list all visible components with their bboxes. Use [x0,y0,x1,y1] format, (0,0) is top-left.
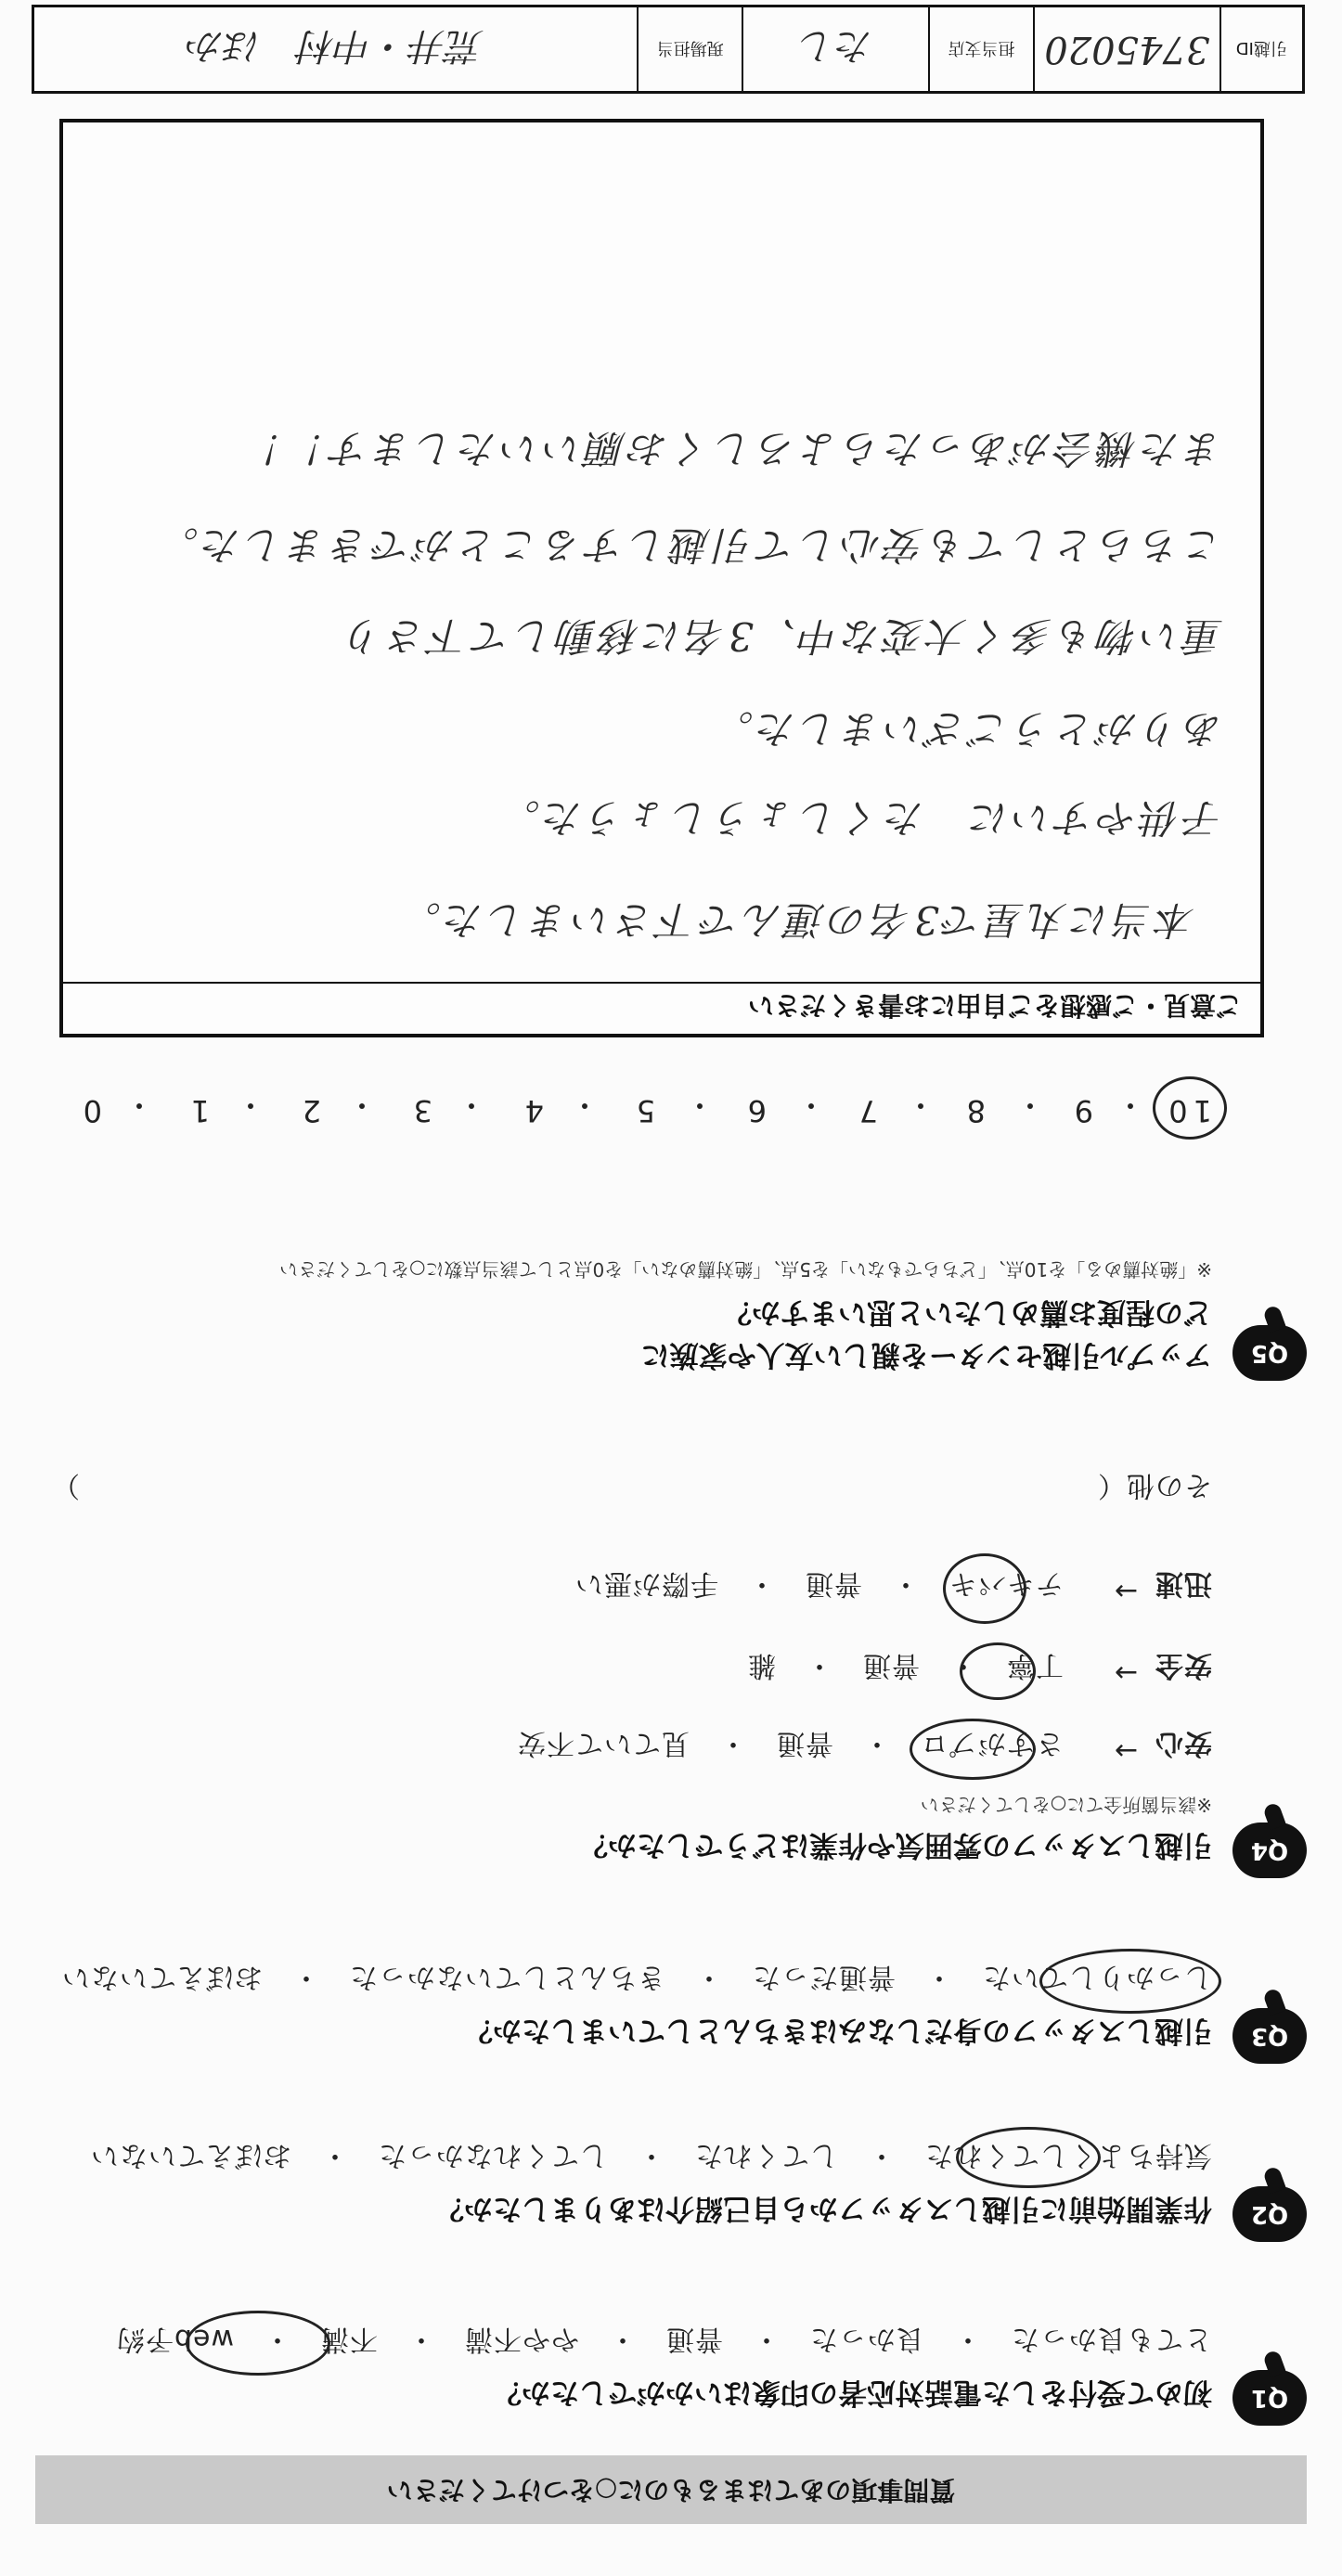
q4-row-options-anzen: 丁寧 ・ 普通 ・ 雑 [747,1649,1064,1681]
q5-answer-circle [1153,1076,1227,1140]
comment-line-5: こちらとしても安心して引越しすることができました。 [155,522,1223,568]
branch-value: たし [742,7,928,91]
q4-row-options-jinsoku: テキパキ ・ 普通 ・ 手際が悪い [574,1567,1064,1600]
q4-jinsoku-circle [943,1553,1026,1624]
move-id-value: 3745020 [1033,7,1219,91]
q4-row-label-jinsoku: 迅速 [1155,1567,1212,1600]
scale-dot: ・ [450,1088,486,1123]
q3-options: しっかりしていた ・ 普通だった ・ きちんとしていなかった ・ おぼえていない [61,1961,1212,1993]
scale-dot: ・ [341,1088,377,1123]
q5-badge: Q5 [1232,1325,1307,1381]
scale-0: 0 [77,1093,102,1128]
scale-dot: ・ [1009,1088,1045,1123]
q4-row-arrow-anzen: → [1113,1656,1138,1689]
scale-6: 6 [742,1093,767,1128]
q5-scale [61,1076,1212,1128]
instructions-header [35,2455,1307,2524]
comment-line-4: 重い物も多く大変な中、3名に移動して下さり [341,613,1223,659]
staff-value: 荒井・中村 ほか [187,24,484,68]
q3-badge: Q3 [1232,2008,1307,2064]
q3-answer-circle [1039,1949,1221,2014]
scale-3: 3 [407,1093,432,1128]
scale-7: 7 [853,1093,878,1128]
q4-anzen-circle [960,1642,1036,1700]
q4-badge: Q4 [1232,1823,1307,1878]
q4-anshin-circle [910,1719,1036,1780]
q5-question-line1: アップル引越センターを親しい友人や家族に [640,1338,1212,1372]
scale-dot: ・ [678,1088,715,1123]
comment-line-6: また機会があったらよろしくお願いいたします！！ [241,426,1223,471]
scale-dot: ・ [229,1088,265,1123]
q4-row-label-anshin: 安心 [1155,1727,1212,1759]
q1-question: 初めて受付をした電話対応者の印象はいかがでしたか？ [493,2376,1212,2409]
instructions-text: 質問事項のあてはまるものに○をつけてください [386,2475,956,2505]
scale-4: 4 [519,1093,544,1128]
q4-row-arrow-jinsoku: → [1113,1575,1138,1607]
comment-line-1: 本当に丸星で3名の運んで下さいました。 [398,897,1195,943]
scale-dot: ・ [790,1088,826,1123]
q2-badge: Q2 [1232,2186,1307,2242]
q4-row-arrow-anshin: → [1113,1734,1138,1767]
q4-note: ※該当箇所全てに○をしてください [920,1794,1212,1816]
comments-title: ご意見・ご感想をご自由にお書きください [63,982,1260,1028]
scale-dot: ・ [899,1088,936,1123]
q2-question: 作業開始前に引越しスタッフから自己紹介はありましたか？ [435,2192,1212,2225]
q5-note: ※「絶対薦める」を10点、「どちらでもない」を5点、「絶対薦めない」を0点として該当点数に○をしてください [279,1258,1212,1281]
staff-label: 現場担当 [637,7,742,91]
q5-question-line2: どの程度お薦めしたいと思いますか？ [723,1295,1212,1329]
move-id-label: 引越ID [1219,7,1302,91]
q4-row-label-anzen: 安全 [1155,1649,1212,1681]
q4-question: 引越しスタッフの雰囲気や作業はどうでしたか？ [579,1828,1212,1861]
q4-other: その他（ [1097,1469,1212,1501]
scale-dot: ・ [563,1088,600,1123]
scale-8: 8 [961,1093,986,1128]
q1-options: とても良かった ・ 良かった ・ 普通 ・ やや不満 ・ 不満 ・ web予約 [115,2323,1212,2355]
scale-5: 5 [630,1093,655,1128]
branch-label: 担当支店 [928,7,1033,91]
comment-line-3: ありがとうございました。 [710,706,1223,752]
scale-2: 2 [296,1093,321,1128]
scale-dot: ・ [118,1088,154,1123]
scale-dot: ・ [1109,1088,1145,1123]
comments-box [59,119,1264,1037]
scale-1: 1 [185,1093,210,1128]
q2-answer-circle [956,2127,1101,2188]
comment-line-2: 子供やすいに たくしょうしょうた。 [497,795,1223,841]
q1-answer-circle [186,2311,330,2376]
q3-question: 引越しスタッフの身だしなみはきちんとしていましたか？ [464,2014,1212,2047]
scale-9: 9 [1068,1093,1093,1128]
move-info-table [32,5,1305,94]
q4-other-close: ） [51,1469,80,1501]
scale-10: 10 [1163,1093,1212,1128]
q1-badge: Q1 [1232,2370,1307,2426]
q4-row-options-anshin: さすがプロ ・ 普通 ・ 見ていて不安 [517,1727,1064,1759]
q2-options: 気持ちよくしてくれた ・ してくれた ・ してくれなかった ・ おぼえていない [90,2139,1212,2171]
